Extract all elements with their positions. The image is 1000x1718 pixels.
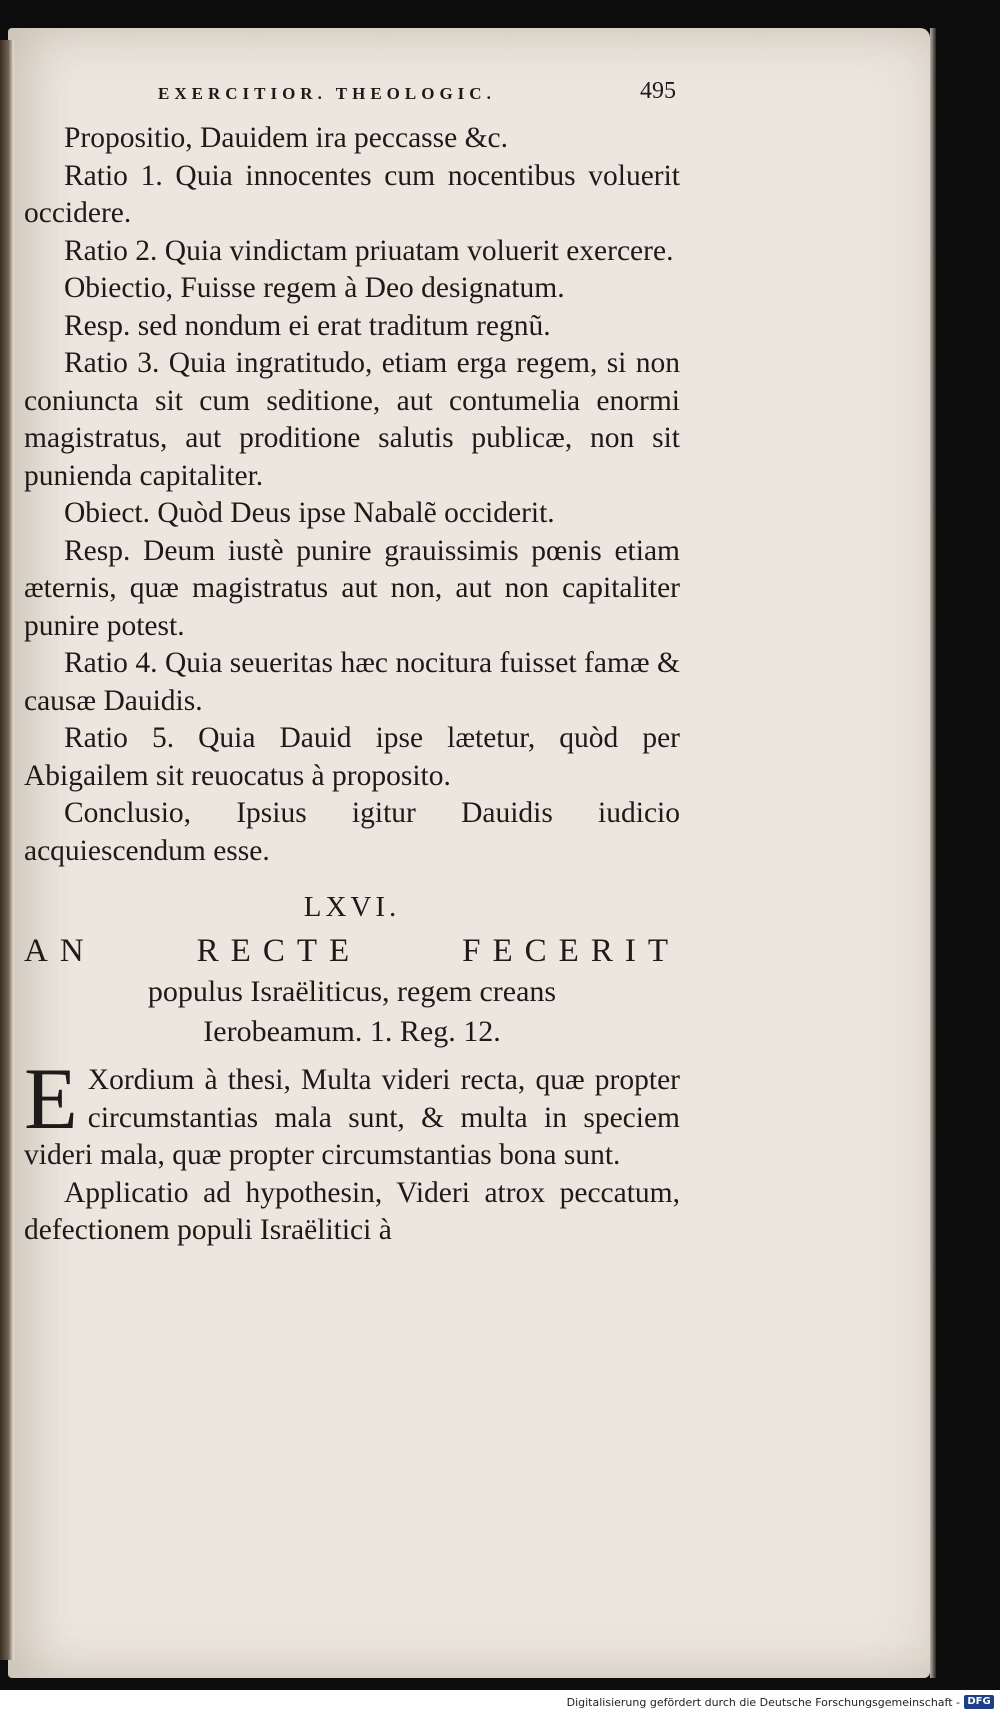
section-title: AN RECTE FECERIT: [24, 933, 680, 969]
section-subtitle-line-1: populus Israëliticus, regem creans: [147, 975, 557, 1008]
paragraph-propositio: Propositio, Dauidem ira peccasse &c.: [64, 122, 509, 154]
paragraph-ratio-4: Ratio 4. Quia seueritas hæc nocitura fuisset famæ & causæ Dauidis.: [24, 647, 680, 717]
paragraph-obiectio: Obiectio, Fuisse regem à Deo designatum.: [64, 272, 565, 304]
paragraph-conclusio: Conclusio, Ipsius igitur Dauidis iudicio acquiescendum esse.: [24, 797, 680, 867]
paragraph-resp-1: Resp. sed nondum ei erat traditum regnũ.: [64, 309, 551, 342]
section-number: LXVI.: [303, 891, 401, 923]
paragraph-ratio-2: Ratio 2. Quia vindictam priuatam voluerit exercere.: [64, 234, 674, 267]
running-head: [0, 78, 930, 116]
drop-cap-letter: E: [24, 1051, 78, 1148]
running-head-title: EXERCITIOR. THEOLOGIC.: [158, 84, 496, 103]
paragraph-ratio-3: Ratio 3. Quia ingratitudo, etiam erga regem, si non coniuncta sit cum seditione, aut contumelia enormi magistratus, aut proditione salutis publicæ, non sit punienda capitaliter.: [24, 347, 680, 492]
paragraph-applicatio: Applicatio ad hypothesin, Videri atrox peccatum, defectionem populi Israëlitici à: [24, 1176, 680, 1246]
dfg-logo-icon: DFG: [964, 1695, 994, 1709]
paragraph-resp-2: Resp. Deum iustè punire grauissimis pœnis etiam æternis, quæ magistratus aut non, aut non capitaliter punire potest.: [24, 534, 680, 642]
main-text: [24, 120, 680, 1250]
digitization-credit: Digitalisierung gefördert durch die Deutsche Forschungsgemeinschaft -: [566, 1696, 960, 1709]
footer-bar: [0, 1690, 1000, 1718]
section-subtitle-line-2: Ierobeamum. 1. Reg. 12.: [203, 1015, 501, 1048]
page-edge-shadow: [930, 28, 936, 1678]
book-binding-edge: [0, 40, 14, 1660]
exordium-text: Xordium à thesi, Multa videri recta, quæ propter circumstantias mala sunt, & multa in speciem videri mala, quæ propter circumstantias bona sunt.: [24, 1064, 680, 1171]
paragraph-ratio-1: Ratio 1. Quia innocentes cum nocentibus voluerit occidere.: [24, 159, 680, 229]
paragraph-ratio-5: Ratio 5. Quia Dauid ipse lætetur, quòd per Abigailem sit reuocatus à proposito.: [24, 722, 680, 792]
paragraph-exordium: [24, 1051, 680, 1175]
page-number: 495: [640, 78, 676, 104]
paragraph-obiect: Obiect. Quòd Deus ipse Nabalẽ occiderit.: [64, 497, 555, 529]
